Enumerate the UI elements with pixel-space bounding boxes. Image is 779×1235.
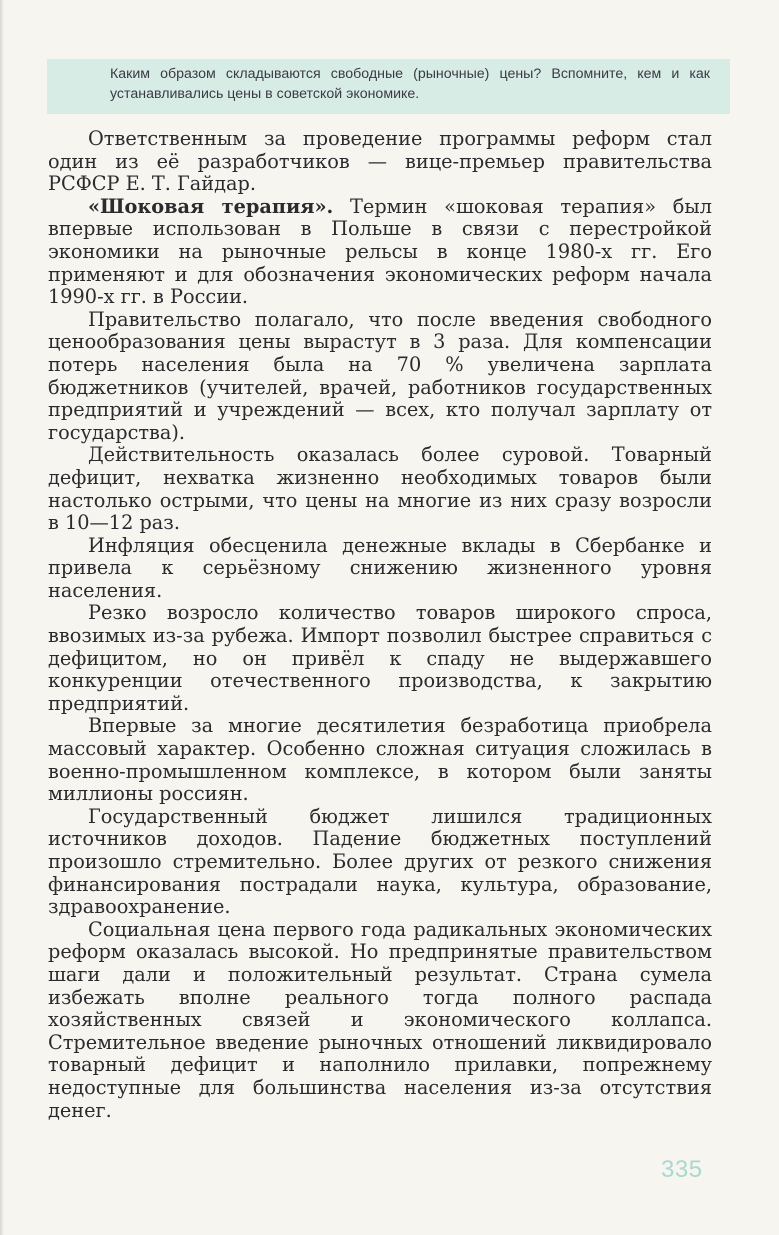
main-text: [48, 128, 712, 1122]
paragraph: [48, 128, 712, 196]
paragraph-text: Впервые за многие десятилетия безработица приобрела массовый характер. Особенно сложная ситуация сложилась в военно-промышленном комплексе, в котором были заняты миллионы россиян.: [48, 714, 712, 806]
paragraph: [48, 806, 712, 919]
paragraph-text: Правительство полагало, что после введения свободного ценообразования цены вырастут в 3 раза. Для компенсации потерь населения была на 70 % увеличена зарплата бюджетников (учителей, врачей, работников государственных предприятий и учреждений — всех, кто получал зарплату от государства).: [48, 307, 712, 444]
paragraph: [48, 919, 712, 1122]
question-text: Каким образом складываются свободные (рыночные) цены? Вспомните, кем и как устанавливались цены в советской экономике.: [110, 66, 710, 102]
paragraph: [48, 715, 712, 805]
paragraph-text: Действительность оказалась более суровой. Товарный дефицит, нехватка жизненно необходимых товаров были настолько острыми, что цены на многие из них сразу возросли в 10—12 раз.: [48, 443, 712, 535]
page-number: 335: [661, 1156, 703, 1183]
paragraph: [48, 602, 712, 715]
paragraph: [48, 535, 712, 603]
paragraph-heading: «Шоковая терапия».: [88, 194, 334, 218]
paragraph-text: Ответственным за проведение программы реформ стал один из её разработчиков — вице-премьер правительства РСФСР Е. Т. Гайдар.: [48, 127, 712, 196]
paragraph: [48, 444, 712, 534]
paragraph: [48, 309, 712, 445]
page-edge-shadow: [0, 0, 4, 1235]
paragraph-text: Термин «шоковая терапия» был впервые использован в Польше в связи с перестройкой экономики на рыночные рельсы в конце 1980-х гг. Его применяют и для обозначения экономических реформ начала 1990-х гг. в России.: [48, 194, 712, 309]
paragraph-text: Государственный бюджет лишился традиционных источников доходов. Падение бюджетных поступлений произошло стремительно. Более других от резкого снижения финансирования пострадали наука, культура, образование, здравоохранение.: [48, 804, 712, 919]
paragraph-text: Резко возросло количество товаров широкого спроса, ввозимых из-за рубежа. Импорт позволил быстрее справиться с дефицитом, но он привёл к спаду не выдержавшего конкуренции отечественного производства, к закрытию предприятий.: [48, 601, 712, 715]
paragraph-text: Инфляция обесценила денежные вклады в Сбербанке и привела к серьёзному снижению жизненного уровня населения.: [48, 533, 712, 602]
paragraph-text: Социальная цена первого года радикальных экономических реформ оказалась высокой. Но предпринятые правительством шаги дали и положительный результат. Страна сумела избежать вполне реального тогда полного распада хозяйственных связей и экономического коллапса. Стремительное введение рыночных отношений ликвидировало товарный дефицит и наполнило прилавки, попрежнему недоступные для большинства населения из-за отсутствия денег.: [48, 917, 712, 1122]
paragraph: [48, 196, 712, 309]
